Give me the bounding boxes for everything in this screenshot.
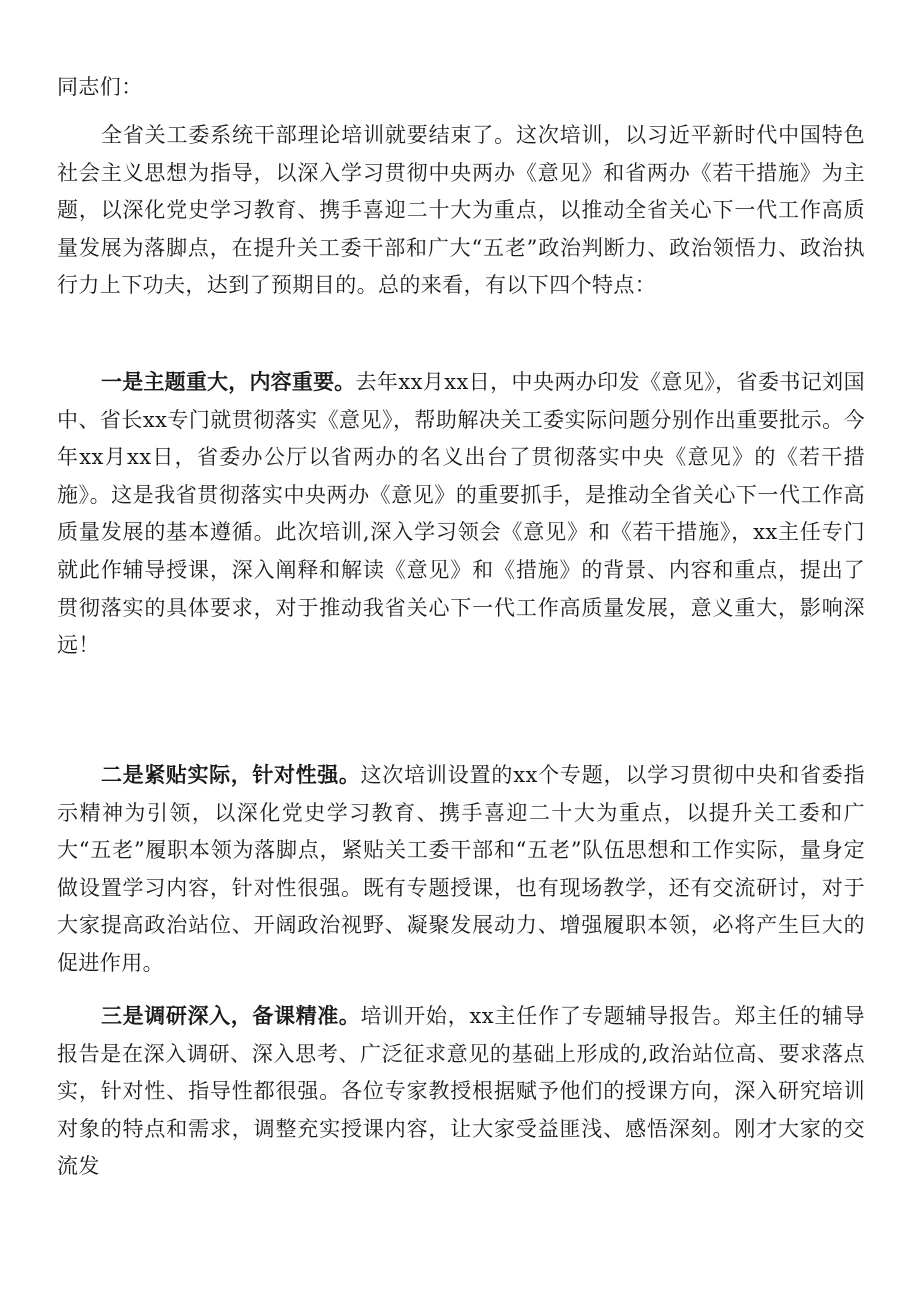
paragraph-lead: 三是调研深入，备课精准。 (101, 1004, 361, 1028)
paragraph-text: 全省关工委系统干部理论培训就要结束了。这次培训，以习近平新时代中国特色社会主义思想为指导，以深入学习贯彻中央两办《意见》和省两办《若干措施》为主题，以深化党史学习教育、携手喜迎二十大为重点，以推动全省关心下一代工作高质量发展为落脚点，在提升关工委干部和广大“五老”政治判断力、政治领悟力、政治执行力上下功夫，达到了预期目的。总的来看，有以下四个特点： (57, 123, 865, 298)
paragraph-point-three (57, 998, 865, 1186)
paragraph-lead: 一是主题重大，内容重要。 (101, 370, 356, 394)
paragraph-point-one (57, 364, 865, 665)
paragraph-point-two (57, 757, 865, 983)
paragraph-text: 去年xx月xx日，中央两办印发《意见》，省委书记刘国中、省长xx专门就贯彻落实《意见》，帮助解决关工委实际问题分别作出重要批示。今年xx月xx日，省委办公厅以省两办的名义出台了贯彻落实中央《意见》的《若干措施》。这是我省贯彻落实中央两办《意见》的重要抓手，是推动全省关心下一代工作高质量发展的基本遵循。此次培训,深入学习领会《意见》和《若干措施》，xx主任专门就此作辅导授课，深入阐释和解读《意见》和《措施》的背景、内容和重点，提出了贯彻落实的具体要求，对于推动我省关心下一代工作高质量发展，意义重大，影响深远！ (57, 370, 865, 658)
paragraph-text: 培训开始，xx主任作了专题辅导报告。郑主任的辅导报告是在深入调研、深入思考、广泛征求意见的基础上形成的,政治站位高、要求落点实，针对性、指导性都很强。各位专家教授根据赋予他们的授课方向，深入研究培训对象的特点和需求，调整充实授课内容，让大家受益匪浅、感悟深刻。刚才大家的交流发 (57, 1004, 865, 1179)
paragraph-lead: 二是紧贴实际，针对性强。 (101, 763, 361, 787)
paragraph-text: 这次培训设置的xx个专题，以学习贯彻中央和省委指示精神为引领，以深化党史学习教育、携手喜迎二十大为重点，以提升关工委和广大“五老”履职本领为落脚点，紧贴关工委干部和“五老”队伍思想和工作实际，量身定做设置学习内容，针对性很强。既有专题授课，也有现场教学，还有交流研讨，对于大家提高政治站位、开阔政治视野、凝聚发展动力、增强履职本领，必将产生巨大的促进作用。 (57, 763, 865, 975)
paragraph-intro (57, 117, 865, 305)
salutation: 同志们： (57, 75, 143, 99)
